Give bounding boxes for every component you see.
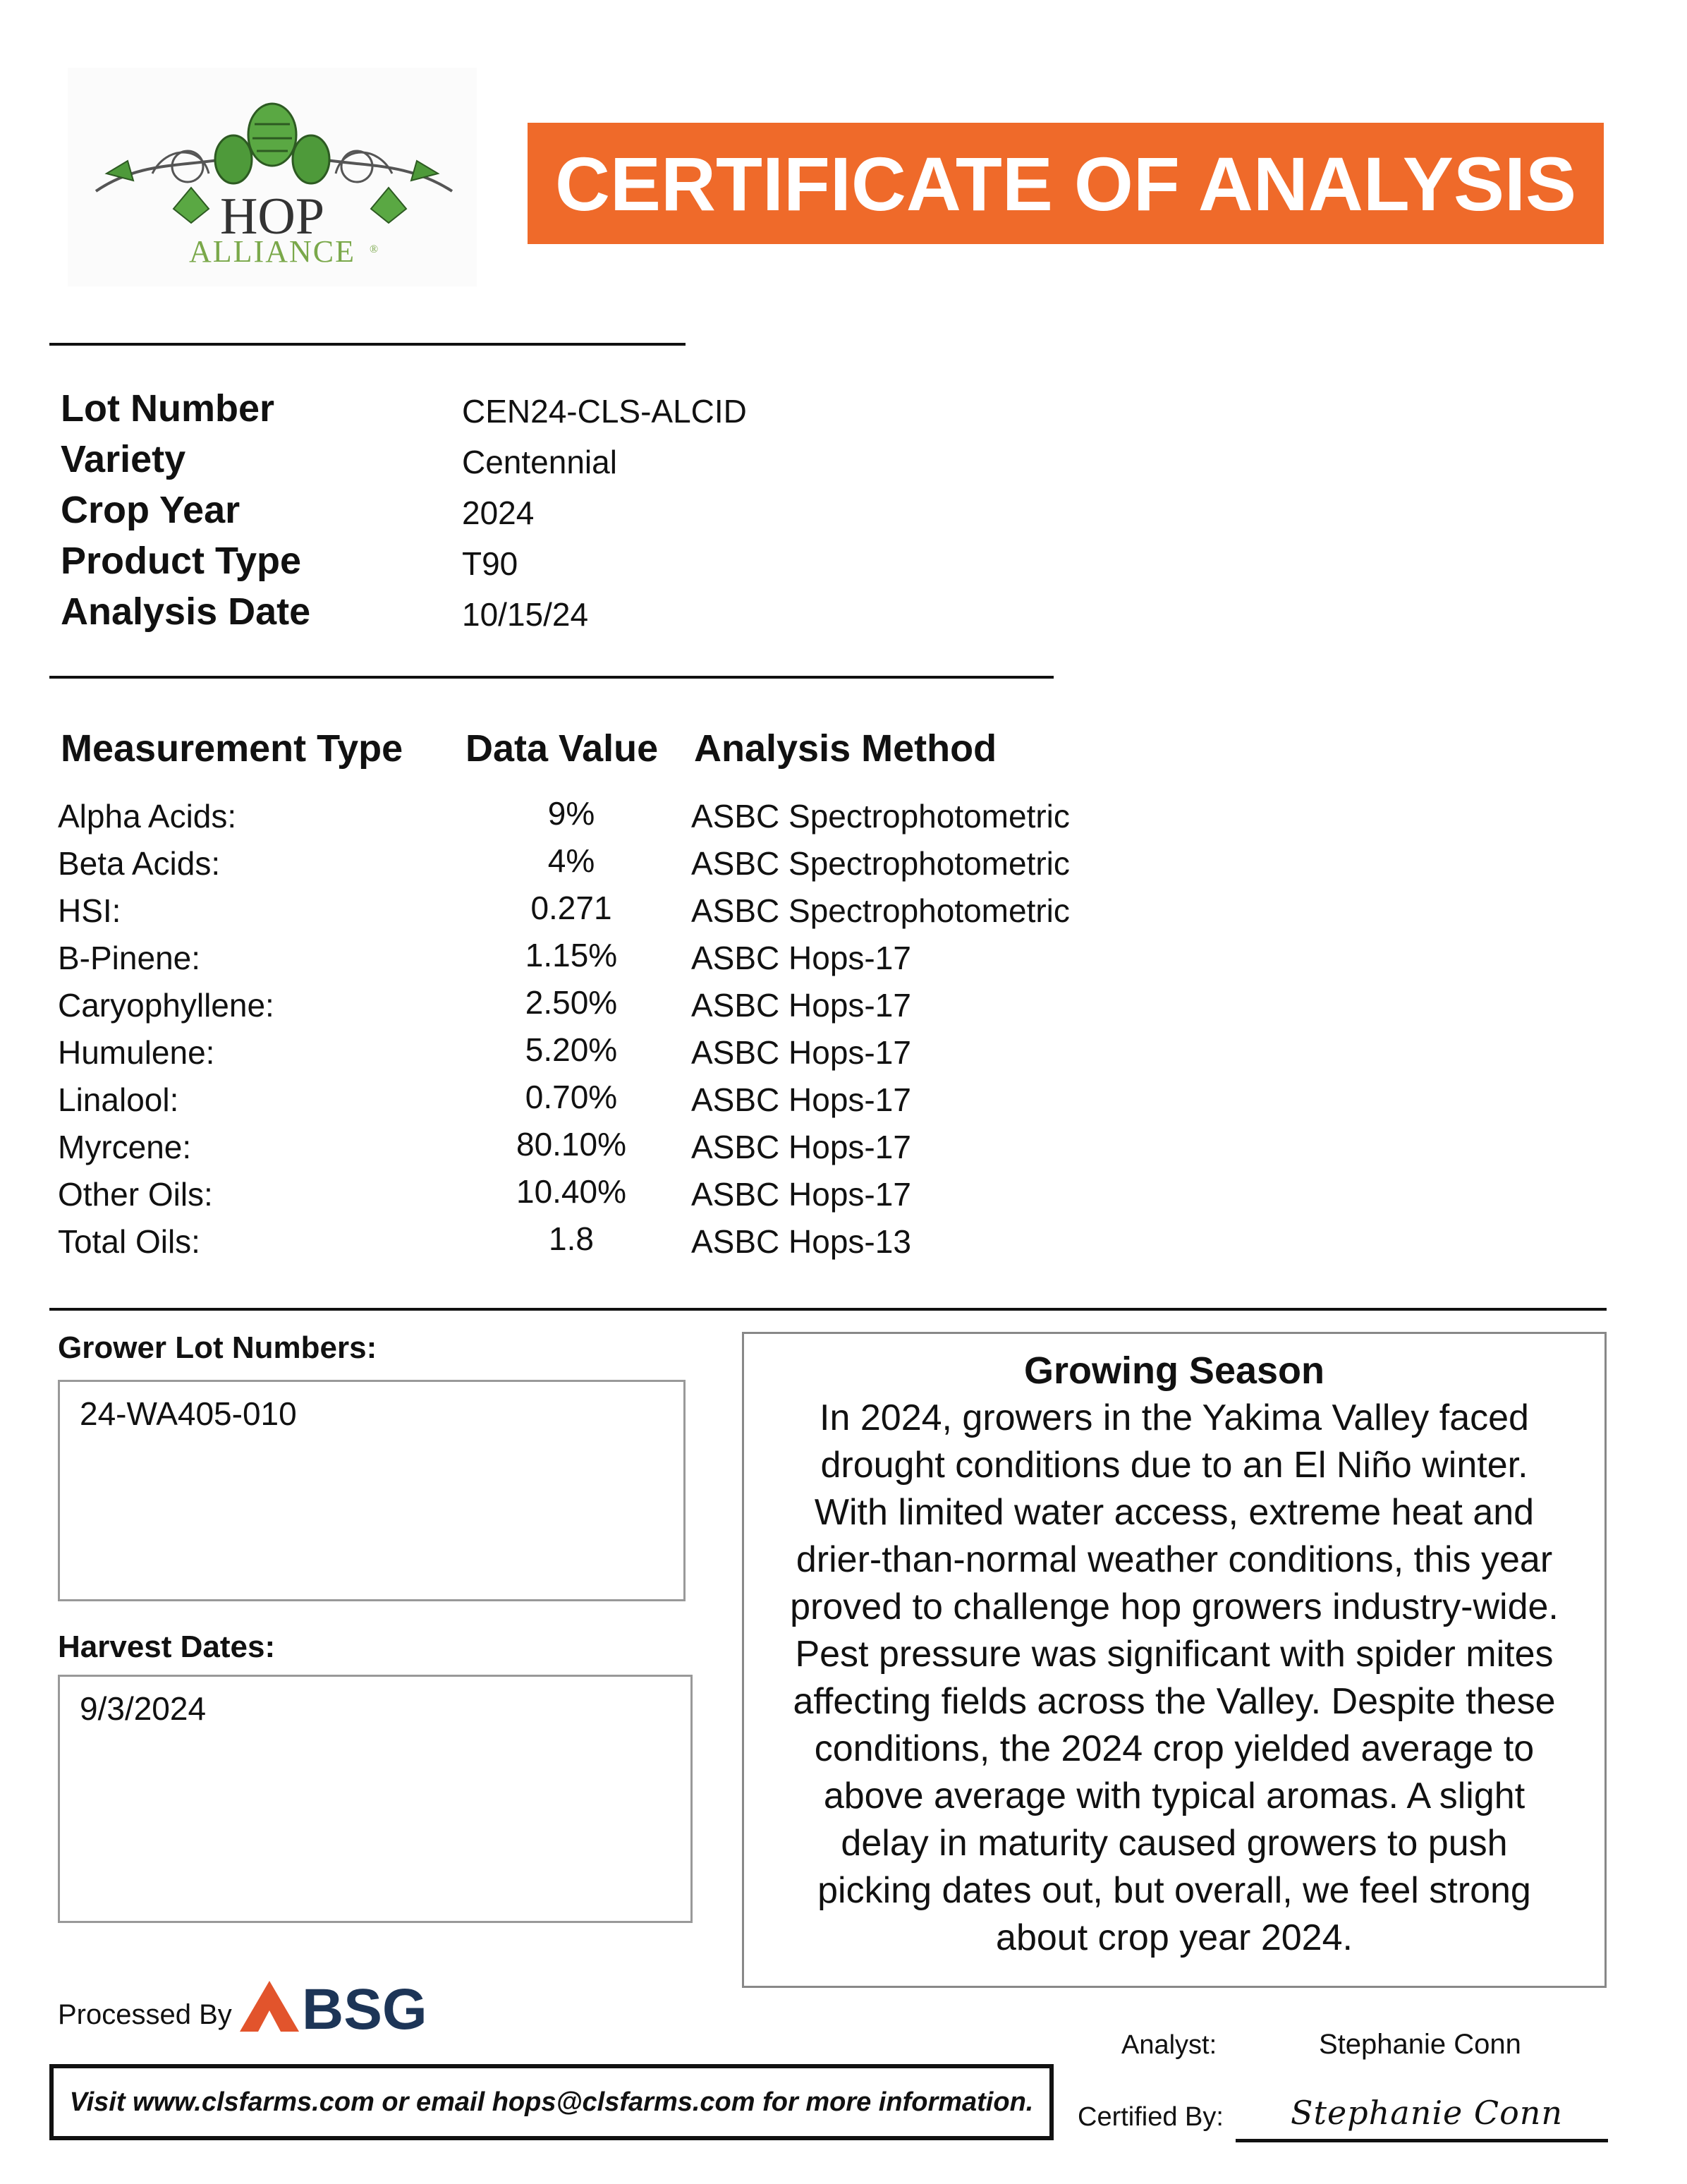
row-name: B-Pinene: [58,940,201,976]
logo-hop-text: HOP [219,188,325,245]
row-method: ASBC Hops-13 [691,1223,911,1260]
certified-by-signature: Stephanie Conn [1291,2094,1564,2132]
product-type-label: Product Type [61,540,302,582]
season-line: Pest pressure was significant with spider mites [795,1634,1554,1675]
row-value: 0.271 [530,890,612,926]
analyst-label: Analyst: [1121,2030,1217,2060]
row-value: 5.20% [525,1031,618,1068]
bsg-logo-text: BSG [302,1978,427,2034]
row-name: HSI: [58,892,121,929]
logo-alliance-text: ALLIANCE [189,234,355,269]
hop-alliance-logo [68,68,477,286]
season-line: picking dates out, but overall, we feel strong [817,1870,1531,1911]
processed-by-label: Processed By [58,1999,232,2030]
signature-line [1236,2139,1608,2142]
divider-mid [49,676,1054,679]
crop-year-value: 2024 [462,495,535,531]
row-method: ASBC Hops-17 [691,1129,911,1165]
season-line: In 2024, growers in the Yakima Valley faced [820,1397,1529,1438]
header-data-value: Data Value [465,727,659,770]
contact-info-box [49,2064,1054,2140]
logo-registered-mark: ® [370,243,379,255]
variety-value: Centennial [462,444,617,480]
crop-year-label: Crop Year [61,489,240,531]
row-value: 80.10% [516,1126,626,1163]
grower-lot-number-value: 24-WA405-010 [80,1395,297,1432]
row-value: 2.50% [525,984,618,1021]
row-method: ASBC Hops-17 [691,940,911,976]
certificate-title-banner: CERTIFICATE OF ANALYSIS [528,123,1604,244]
row-name: Other Oils: [58,1176,213,1213]
season-line: drought conditions due to an El Niño winter. [820,1445,1528,1486]
analysis-date-label: Analysis Date [61,590,311,633]
row-method: ASBC Hops-17 [691,987,911,1024]
harvest-dates-label: Harvest Dates: [58,1630,276,1664]
row-value: 1.15% [525,937,618,973]
row-method: ASBC Spectrophotometric [691,892,1070,929]
product-type-value: T90 [462,545,518,582]
row-value: 1.8 [549,1220,594,1257]
growing-season-box [742,1332,1607,1988]
row-name: Alpha Acids: [58,798,237,835]
analysis-date-value: 10/15/24 [462,596,589,633]
row-method: ASBC Hops-17 [691,1034,911,1071]
season-line: about crop year 2024. [996,1917,1353,1958]
harvest-date-value: 9/3/2024 [80,1690,207,1727]
season-line: delay in maturity caused growers to push [841,1823,1508,1864]
season-line: With limited water access, extreme heat and [814,1492,1535,1533]
row-name: Humulene: [58,1034,215,1071]
header-measurement-type: Measurement Type [61,727,403,770]
certified-by-label: Certified By: [1078,2102,1224,2132]
row-name: Total Oils: [58,1223,200,1260]
row-name: Beta Acids: [58,845,221,882]
season-line: conditions, the 2024 crop yielded average to [814,1728,1535,1769]
variety-label: Variety [61,438,186,480]
grower-lot-numbers-label: Grower Lot Numbers: [58,1330,377,1365]
grower-lot-numbers-box [58,1380,686,1601]
season-line: affecting fields across the Valley. Despite these [793,1681,1556,1722]
lot-number-value: CEN24-CLS-ALCID [462,393,747,430]
row-name: Myrcene: [58,1129,192,1165]
header-analysis-method: Analysis Method [694,727,997,770]
bsg-logo [240,1978,444,2034]
contact-info-text: Visit www.clsfarms.com or email hops@clsfarms.com for more information. [69,2087,1034,2117]
lot-number-label: Lot Number [61,387,274,430]
divider-top [49,343,686,346]
row-value: 9% [547,795,595,832]
row-value: 0.70% [525,1079,618,1115]
growing-season-title: Growing Season [1023,1349,1325,1392]
harvest-dates-box [58,1675,693,1923]
row-method: ASBC Hops-17 [691,1176,911,1213]
row-name: Caryophyllene: [58,987,274,1024]
row-method: ASBC Hops-17 [691,1081,911,1118]
hop-vine-icon [68,68,477,286]
row-value: 10.40% [516,1173,626,1210]
season-line: drier-than-normal weather conditions, this year [796,1539,1553,1580]
season-line: proved to challenge hop growers industry-wide. [790,1587,1559,1627]
analyst-name: Stephanie Conn [1319,2029,1521,2060]
growing-season-text [761,1395,1588,1962]
row-name: Linalool: [58,1081,179,1118]
row-value: 4% [547,842,595,879]
row-method: ASBC Spectrophotometric [691,845,1070,882]
row-method: ASBC Spectrophotometric [691,798,1070,835]
divider-table-bottom [49,1308,1607,1311]
bsg-triangle-icon [240,1978,444,2034]
season-line: above average with typical aromas. A slight [823,1776,1525,1816]
